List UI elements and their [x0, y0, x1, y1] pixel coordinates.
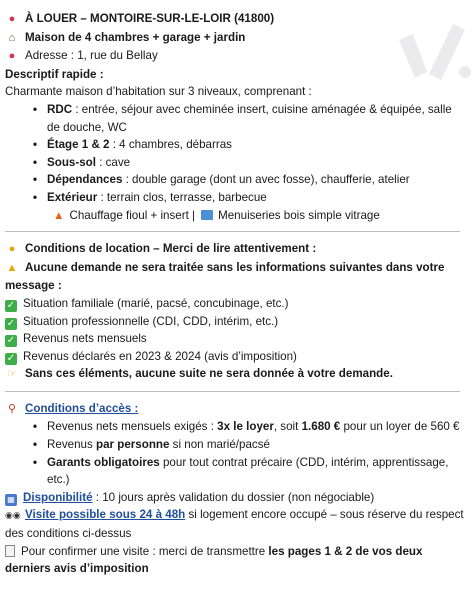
features-list [5, 101, 467, 207]
list-item: • Revenus nets mensuels exigés : 3x le loyer, soit 1.680 € pour un loyer de 560 € [5, 418, 467, 436]
acces-heading-link[interactable]: Conditions d’accès : [25, 401, 139, 415]
disponibilite-line: ▦ Disponibilité : 10 jours après validation du dossier (non négociable) [5, 489, 467, 507]
check-icon: ✓ [6, 352, 16, 364]
checklist-item: ✓ Revenus déclarés en 2023 & 2024 (avis d’imposition) [6, 349, 297, 364]
pushpin-icon: ⚲ [7, 402, 17, 415]
checklist-item: ✓ Situation familiale (marié, pacsé, concubinage, etc.) [6, 296, 289, 311]
pin-icon: ● [8, 13, 16, 25]
list-item: • Revenus par personne si non marié/pacsé [5, 436, 467, 454]
document-icon [5, 545, 15, 557]
check-icon: ✓ [6, 299, 16, 311]
listing-document [5, 10, 467, 578]
descriptif-heading: Descriptif rapide : [5, 67, 104, 81]
bulb-icon: ● [8, 243, 16, 256]
check-icon: ✓ [6, 335, 16, 347]
list-item: • RDC : entrée, séjour avec cheminée insert, cuisine aménagée & équipée, salle de douche, WC [5, 101, 467, 136]
divider [5, 391, 460, 392]
visite-line: ◉◉ Visite possible sous 24 à 48h si logement encore occupé – sous réserve du respect des conditions ci-dessus [5, 508, 464, 541]
list-item: • Extérieur : terrain clos, terrasse, barbecue [5, 189, 467, 207]
extras-line [5, 207, 467, 225]
conditions-heading: ● Conditions de location – Merci de lire attentivement : [5, 240, 467, 259]
checklist-item: ✓ Situation professionnelle (CDI, CDD, intérim, etc.) [6, 314, 279, 329]
list-item: • Sous-sol : cave [5, 154, 467, 172]
address-line [5, 47, 467, 66]
acces-list [5, 418, 467, 488]
fire-icon: ▲ [53, 208, 65, 222]
hand-icon: ☞ [7, 368, 17, 381]
list-item: • Étage 1 & 2 : 4 chambres, débarras [5, 136, 467, 154]
heating-text: Chauffage fioul + insert | [69, 208, 196, 222]
pin-icon: ● [8, 50, 16, 63]
acces-heading [5, 400, 467, 419]
list-item: • Dépendances : double garage (dont un avec fosse), chaufferie, atelier [5, 171, 467, 189]
house-icon: ⌂ [8, 31, 16, 44]
panel-icon [201, 210, 213, 220]
checklist-item: ✓ Revenus nets mensuels [6, 332, 147, 347]
eyes-icon: ◉◉ [5, 510, 21, 521]
divider [5, 231, 460, 232]
listing-title: À LOUER – MONTOIRE-SUR-LE-LOIR (41800) [25, 12, 275, 25]
calendar-icon: ▦ [5, 494, 17, 506]
list-item: • Garants obligatoires pour tout contrat précaire (CDD, intérim, apprentissage, etc.) [5, 454, 467, 489]
warning-icon: ▲ [6, 261, 18, 274]
disponibilite-link[interactable]: Disponibilité [23, 490, 93, 504]
subtitle-line [5, 29, 467, 48]
confirm-line: Pour confirmer une visite : merci de transmettre les pages 1 & 2 de vos deux derniers avis d’imposition [5, 544, 423, 576]
descriptif-intro: Charmante maison d’habitation sur 3 niveaux, comprenant : [5, 85, 312, 99]
visite-link[interactable]: Visite possible sous 24 à 48h [25, 508, 186, 522]
title-line [5, 10, 467, 29]
check-icon: ✓ [6, 317, 16, 329]
windows-text: Menuiseries bois simple vitrage [218, 208, 380, 222]
closing-text: ☞ Sans ces éléments, aucune suite ne sera donnée à votre demande. [5, 365, 467, 384]
listing-subtitle: Maison de 4 chambres + garage + jardin [25, 30, 246, 44]
warning-text: ▲ Aucune demande ne sera traitée sans les informations suivantes dans votre message : [5, 260, 445, 293]
address-text: Adresse : 1, rue du Bellay [25, 49, 158, 63]
